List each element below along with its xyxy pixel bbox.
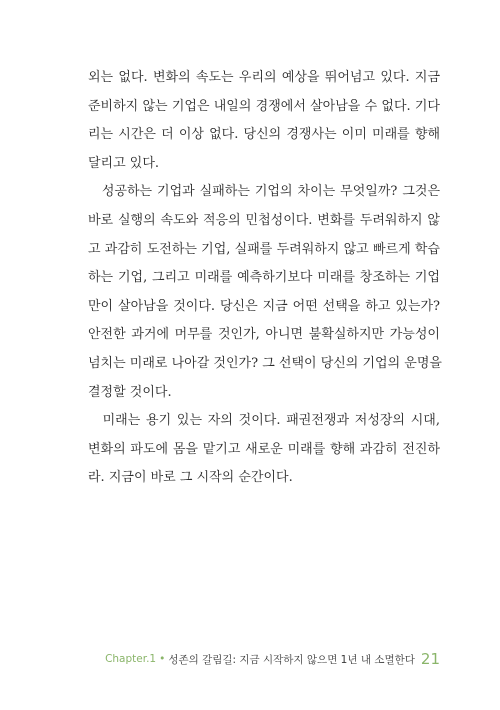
footer-separator: • xyxy=(159,653,166,665)
text-line: 외는 없다. 변화의 속도는 우리의 예상을 뛰어넘고 있다. 지금 xyxy=(88,70,440,85)
text-line: 고 과감히 도전하는 기업, 실패를 두려워하지 않고 빠르게 학습 xyxy=(88,241,440,257)
page-footer xyxy=(0,649,440,669)
page-number: 21 xyxy=(420,650,440,668)
chapter-title: 성존의 갈림길: 지금 시작하지 않으면 1년 내 소멸한다 xyxy=(168,653,415,666)
page-body xyxy=(88,64,440,493)
text-line: 준비하지 않는 기업은 내일의 경쟁에서 살아남을 수 없다. 기다 xyxy=(88,98,440,114)
paragraph-3 xyxy=(88,407,440,493)
text-line: 바로 실행의 속도와 적응의 민첩성이다. 변화를 두려워하지 않 xyxy=(88,212,440,228)
text-line: 안전한 과거에 머무를 것인가, 아니면 불확실하지만 가능성이 xyxy=(88,327,440,343)
paragraph-2 xyxy=(88,178,440,407)
chapter-label: Chapter.1 xyxy=(105,653,157,665)
paragraph-1 xyxy=(88,64,440,178)
text-line: 하는 기업, 그리고 미래를 예측하기보다 미래를 창조하는 기업 xyxy=(88,270,440,286)
text-line: 라. 지금이 바로 그 시작의 순간이다. xyxy=(88,470,293,486)
text-line: 미래는 용기 있는 자의 것이다. 패권전쟁과 저성장의 시대, xyxy=(88,413,440,429)
text-line: 결정할 것이다. xyxy=(88,384,172,400)
text-line: 만이 살아남을 것이다. 당신은 지금 어떤 선택을 하고 있는가? xyxy=(88,298,440,314)
text-line: 성공하는 기업과 실패하는 기업의 차이는 무엇일까? 그것은 xyxy=(88,184,440,200)
text-line: 넘치는 미래로 나아갈 것인가? 그 선택이 당신의 기업의 운명을 xyxy=(88,355,442,371)
text-line: 리는 시간은 더 이상 없다. 당신의 경쟁사는 이미 미래를 향해 xyxy=(88,127,440,143)
text-line: 변화의 파도에 몸을 맡기고 새로운 미래를 향해 과감히 전진하 xyxy=(88,441,440,457)
text-line: 달리고 있다. xyxy=(88,155,160,171)
